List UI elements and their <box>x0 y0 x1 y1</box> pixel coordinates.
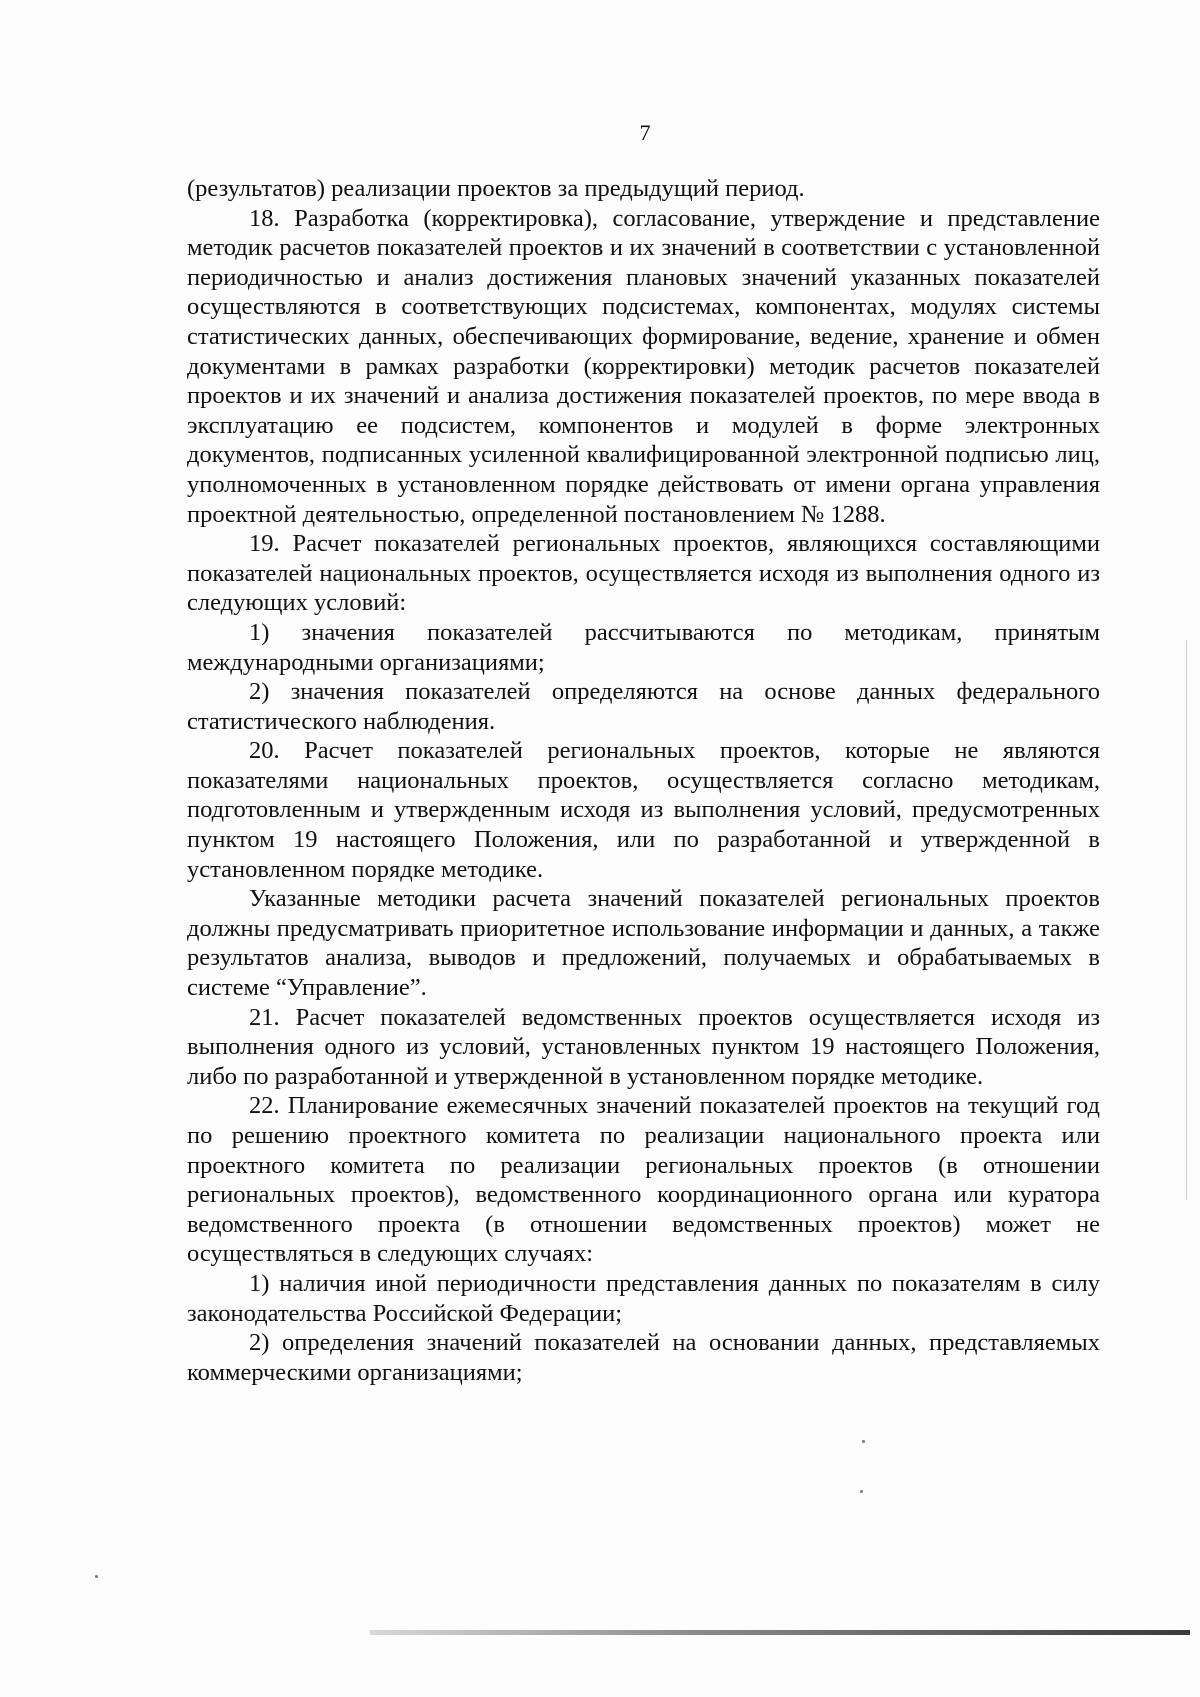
paragraph-sub-item-22-1: 1) наличия иной периодичности представления данных по показателям в силу законодательства Российской Федерации; <box>187 1269 1100 1327</box>
paragraph-sub-item-19-1: 1) значения показателей рассчитываются по методикам, принятым международными организациями; <box>187 618 1100 676</box>
scan-speck <box>95 1575 98 1578</box>
paragraph-item-19: 19. Расчет показателей региональных проектов, являющихся составляющими показателей национальных проектов, осуществляется исходя из выполнения одного из следующих условий: <box>187 530 1100 617</box>
paragraph-sub-item-22-2: 2) определения значений показателей на основании данных, представляемых коммерческими организациями; <box>187 1329 1100 1386</box>
paragraph-item-22: 22. Планирование ежемесячных значений показателей проектов на текущий год по решению проектного комитета по реализации национального проекта или проектного комитета по реализации региональных проектов (в отношении региональных проектов), ведомственного координационного органа или куратора ведомственного проекта (в отношении ведомственных проектов) может не осуществляться в следующих случаях: <box>187 1092 1100 1268</box>
paragraph-continuation: (результатов) реализации проектов за предыдущий период. <box>187 175 805 202</box>
paragraph-item-21: 21. Расчет показателей ведомственных проектов осуществляется исходя из выполнения одного из условий, установленных пунктом 19 настоящего Положения, либо по разработанной и утвержденной в установленном порядке методике. <box>187 1003 1100 1090</box>
scan-bottom-edge <box>370 1630 1190 1635</box>
scan-speck <box>860 1490 863 1493</box>
paragraph-item-18: 18. Разработка (корректировка), согласование, утверждение и представление методик расчетов показателей проектов и их значений в соответствии с установленной периодичностью и анализ достижения плановых значений указанных показателей осуществляются в соответствующих подсистемах, компонентах, модулях системы статистических данных, обеспечивающих формирование, ведение, хранение и обмен документами в рамках разработки (корректировки) методик расчетов показателей проектов и их значений и анализа достижения показателей проектов, по мере ввода в эксплуатацию ее подсистем, компонентов и модулей в форме электронных документов, подписанных усиленной квалифицированной электронной подписью лиц, уполномоченных в установленном порядке действовать от имени органа управления проектной деятельностью, определенной постановлением № 1288. <box>187 204 1100 528</box>
document-body <box>187 174 1100 1387</box>
scan-edge-mark <box>1186 640 1187 1200</box>
paragraph-item-20-note: Указанные методики расчета значений показателей региональных проектов должны предусматривать приоритетное использование информации и данных, а также результатов анализа, выводов и предложений, получаемых и обрабатываемых в системе “Управление”. <box>187 885 1100 1002</box>
paragraph-sub-item-19-2: 2) значения показателей определяются на основе данных федерального статистического наблюдения. <box>187 678 1100 735</box>
page-number: 7 <box>639 120 651 145</box>
scan-speck <box>862 1440 865 1443</box>
paragraph-item-20: 20. Расчет показателей региональных проектов, которые не являются показателями национальных проектов, осуществляется согласно методикам, подготовленным и утвержденным исходя из выполнения условий, предусмотренных пунктом 19 настоящего Положения, или по разработанной и утвержденной в установленном порядке методике. <box>187 737 1100 883</box>
